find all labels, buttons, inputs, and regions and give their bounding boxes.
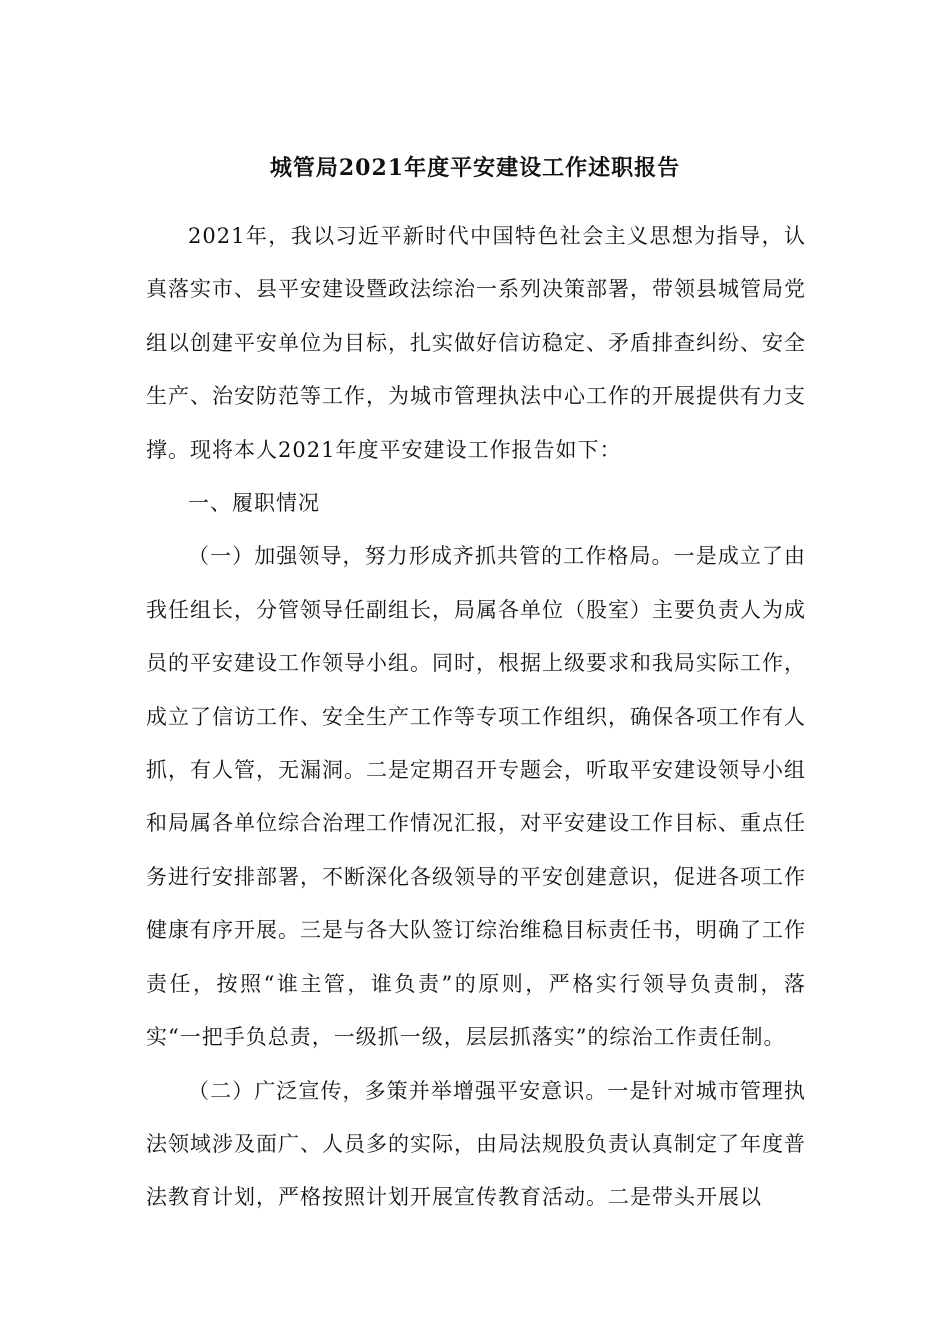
- paragraph-intro: 2021年，我以习近平新时代中国特色社会主义思想为指导，认真落实市、县平安建设暨政法综治一系列决策部署，带领县城管局党组以创建平安单位为目标，扎实做好信访稳定、矛盾排查纠纷、安全生产、治安防范等工作，为城市管理执法中心工作的开展提供有力支撑。现将本人2021年度平安建设工作报告如下：: [146, 224, 806, 462]
- document-body: [146, 210, 806, 1225]
- section-heading: 一、履职情况: [188, 491, 320, 516]
- paragraph-publicity: （二）广泛宣传，多策并举增强平安意识。一是针对城市管理执法领域涉及面广、人员多的实际，由局法规股负责认真制定了年度普法教育计划，严格按照计划开展宣传教育活动。二是带头开展以: [146, 1078, 806, 1210]
- paragraph-leadership: （一）加强领导，努力形成齐抓共管的工作格局。一是成立了由我任组长，分管领导任副组长，局属各单位（股室）主要负责人为成员的平安建设工作领导小组。同时，根据上级要求和我局实际工作，成立了信访工作、安全生产工作等专项工作组织，确保各项工作有人抓，有人管，无漏洞。二是定期召开专题会，听取平安建设领导小组和局属各单位综合治理工作情况汇报，对平安建设工作目标、重点任务进行安排部署，不断深化各级领导的平安创建意识，促进各项工作健康有序开展。三是与各大队签订综治维稳目标责任书，明确了工作责任，按照“谁主管，谁负责”的原则，严格实行领导负责制，落实“一把手负总责，一级抓一级，层层抓落实”的综治工作责任制。: [146, 544, 806, 1050]
- document-title: 城管局2021年度平安建设工作述职报告: [269, 155, 681, 181]
